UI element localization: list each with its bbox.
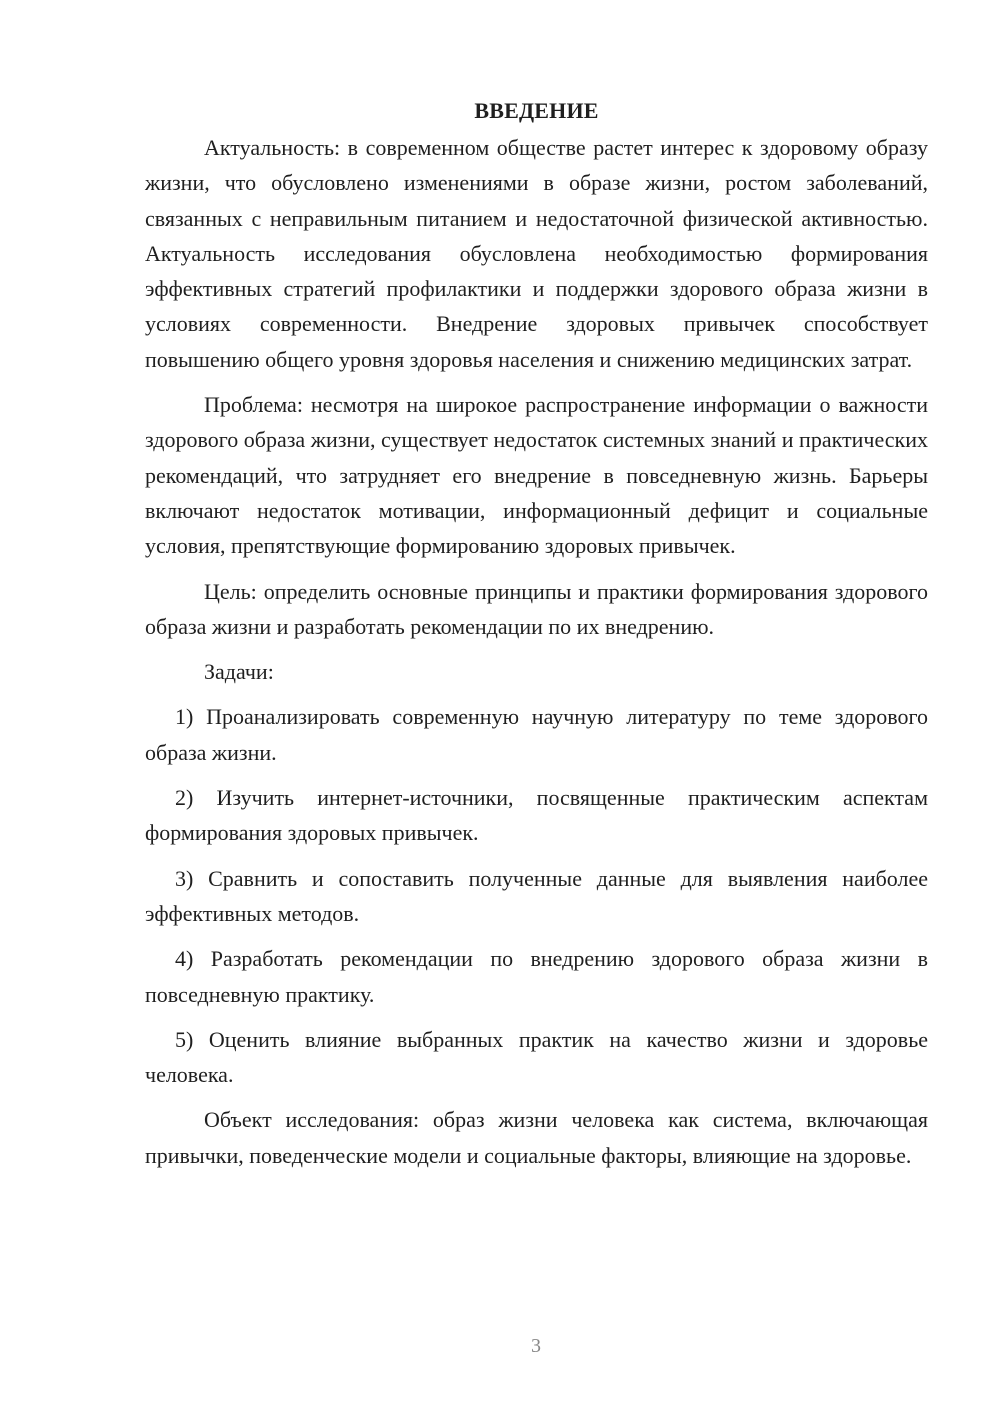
- goal-paragraph: Цель: определить основные принципы и практики формирования здорового образа жизни и разработать рекомендации по их внедрению.: [145, 578, 928, 639]
- relevance-paragraph: Актуальность: в современном обществе растет интерес к здоровому образу жизни, что обусловлено изменениями в образе жизни, ростом заболеваний, связанных с неправильным питанием и недостаточной физической активностью. Актуальность исследования обусловлена необходимостью формирования эффективных стратегий профилактики и поддержки здорового образа жизни в условиях современности. Внедрение здоровых привычек способствует повышению общего уровня здоровья населения и снижению медицинских затрат.: [145, 135, 928, 372]
- page-number: 3: [531, 1335, 541, 1357]
- task-item-5: 5) Оценить влияние выбранных практик на качество жизни и здоровье человека.: [145, 1026, 928, 1088]
- task-item-4: 4) Разработать рекомендации по внедрению здорового образа жизни в повседневную практику.: [145, 946, 928, 1007]
- task-item-1: 1) Проанализировать современную научную литературу по теме здорового образа жизни.: [145, 704, 928, 765]
- object-paragraph: Объект исследования: образ жизни человека как система, включающая привычки, поведенческие модели и социальные факторы, влияющие на здоровье.: [145, 1107, 928, 1168]
- task-item-2: 2) Изучить интернет-источники, посвященные практическим аспектам формирования здоровых привычек.: [145, 785, 928, 846]
- problem-paragraph: Проблема: несмотря на широкое распространение информации о важности здорового образа жизни, существует недостаток системных знаний и практических рекомендаций, что затрудняет его внедрение в повседневную жизнь. Барьеры включают недостаток мотивации, информационный дефицит и социальные условия, препятствующие формированию здоровых привычек.: [145, 392, 928, 559]
- tasks-heading: Задачи:: [204, 659, 274, 685]
- document-body: [145, 95, 928, 1183]
- page-title: ВВЕДЕНИЕ: [474, 98, 599, 123]
- task-item-3: 3) Сравнить и сопоставить полученные данные для выявления наиболее эффективных методов.: [145, 865, 928, 926]
